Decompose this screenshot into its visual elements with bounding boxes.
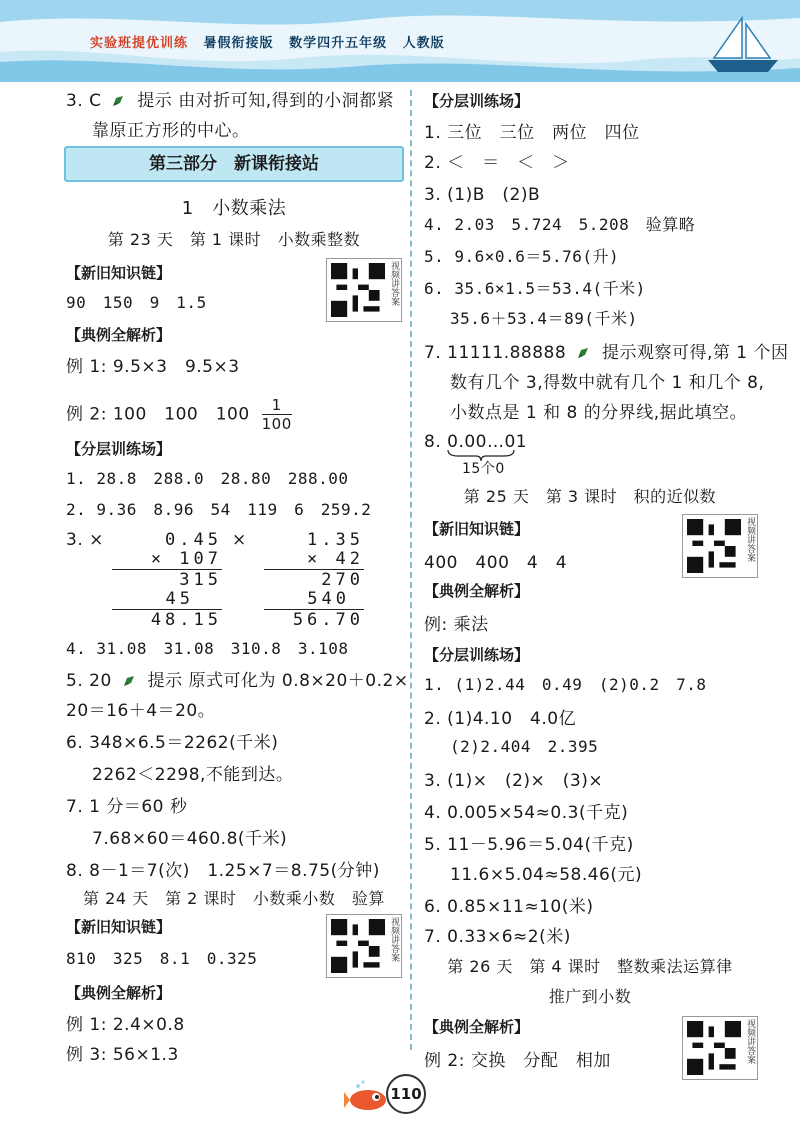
xinjiu2-answers: 810 325 8.1 0.325 — [66, 949, 258, 968]
s-exercise-4: 4. 0.005×54≈0.3(千克) — [424, 803, 629, 823]
qr-pattern-icon — [331, 919, 385, 973]
r-exercise-7-cont2: 小数点是 1 和 8 的分界线,据此填空。 — [450, 403, 748, 423]
s-exercise-5-cont: 11.6×5.04≈58.46(元) — [450, 865, 643, 885]
example-25: 例: 乘法 — [424, 615, 489, 635]
r-exercise-6-cont: 35.6＋53.4＝89(千米) — [450, 309, 638, 328]
r-exercise-7-cont: 数有几个 3,得数中就有几个 1 和几个 8, — [450, 373, 765, 393]
s-exercise-1: 1. (1)2.44 0.49 (2)0.2 7.8 — [424, 675, 707, 694]
qr-pattern-icon — [331, 263, 385, 317]
unit-title: 1 小数乘法 — [181, 198, 287, 219]
exercise-1: 1. 28.8 288.0 28.80 288.00 — [66, 469, 349, 488]
calc-a-row3: 315 — [179, 570, 222, 590]
vertical-calc-a — [112, 530, 222, 630]
xinjiu3-answers: 400 400 4 4 — [424, 553, 568, 573]
exercise-6-cont: 2262＜2298,不能到达。 — [92, 765, 294, 785]
vertical-calc-b — [264, 530, 364, 630]
r-exercise-2: 2. ＜ ＝ ＜ ＞ — [424, 153, 570, 173]
calc-b-row4: 540 — [307, 589, 350, 609]
example-26: 例 2: 交换 分配 相加 — [424, 1051, 611, 1071]
s-exercise-3: 3. (1)× (2)× (3)× — [424, 771, 604, 791]
r-exercise-5: 5. 9.6×0.6＝5.76(升) — [424, 247, 620, 266]
calc-a-row1: 0.45 — [165, 530, 222, 550]
qr-pattern-icon — [687, 1021, 741, 1075]
r-exercise-1: 1. 三位 三位 两位 四位 — [424, 123, 640, 143]
day26-heading: 第 26 天 第 4 课时 整数乘法运算律 — [447, 957, 733, 976]
day23-heading: 第 23 天 第 1 课时 小数乘整数 — [107, 230, 361, 249]
exercise-5: 5. 20 提示 原式可化为 0.8×20＋0.2× — [66, 671, 409, 691]
s-exercise-2-cont: (2)2.404 2.395 — [450, 737, 599, 756]
example-24-3: 例 3: 56×1.3 — [66, 1045, 179, 1065]
r-exercise-8: 8. 0.00…01 — [424, 432, 528, 452]
section-label-xinjiu-3: 【新旧知识链】 — [424, 520, 530, 538]
header-edition: 暑假衔接版 — [203, 36, 274, 51]
column-divider — [410, 90, 412, 1050]
exercise-7-cont: 7.68×60＝460.8(千米) — [92, 829, 288, 849]
qr-code-2[interactable] — [326, 914, 402, 978]
exercise-8: 8. 8－1＝7(次) 1.25×7＝8.75(分钟) — [66, 861, 380, 881]
qr-label: 视频讲答案 — [389, 917, 399, 962]
fish-submarine-icon — [344, 1078, 390, 1114]
qr-code-1[interactable] — [326, 258, 402, 322]
answer-3c-hint-cont: 靠原正方形的中心。 — [92, 121, 250, 141]
r-exercise-8-brace-label: 15个0 — [462, 461, 505, 477]
section-label-dianli: 【典例全解析】 — [66, 326, 172, 344]
header-publisher: 人教版 — [402, 36, 445, 51]
calc-a-row2: × 107 — [150, 549, 222, 569]
exercise-3-mark: × — [232, 530, 247, 550]
qr-code-4[interactable] — [682, 1016, 758, 1080]
exercise-6: 6. 348×6.5＝2262(千米) — [66, 733, 279, 753]
qr-pattern-icon — [687, 519, 741, 573]
r-exercise-3: 3. (1)B (2)B — [424, 185, 541, 205]
example-2: 例 2: 100 100 100 $\frac{1}{100}$ — [66, 396, 292, 433]
calc-b-row1: 1.35 — [307, 530, 364, 550]
calc-b-row5: 56.70 — [292, 610, 364, 630]
day25-heading: 第 25 天 第 3 课时 积的近似数 — [463, 487, 717, 506]
qr-label: 视频讲答案 — [745, 1019, 755, 1064]
section-label-dianli-2: 【典例全解析】 — [66, 984, 172, 1002]
exercise-3-label: 3. × — [66, 530, 104, 550]
header-grade: 数学四升五年级 — [289, 36, 388, 51]
example-1: 例 1: 9.5×3 9.5×3 — [66, 357, 240, 377]
calc-b-row3: 270 — [321, 570, 364, 590]
example-24-1: 例 1: 2.4×0.8 — [66, 1015, 185, 1035]
s-exercise-5: 5. 11－5.96＝5.04(千克) — [424, 835, 634, 855]
exercise-7: 7. 1 分＝60 秒 — [66, 797, 188, 817]
qr-label: 视频讲答案 — [389, 261, 399, 306]
section-label-dianli-4: 【典例全解析】 — [424, 1018, 530, 1036]
section-label-xinjiu-2: 【新旧知识链】 — [66, 918, 172, 936]
r-exercise-4: 4. 2.03 5.724 5.208 验算略 — [424, 215, 696, 234]
calc-a-row4: 45 — [165, 589, 194, 609]
page-number: 110 — [386, 1074, 426, 1114]
page-header — [0, 0, 800, 82]
hint-pencil-icon — [111, 94, 127, 108]
exercise-5-cont: 20＝16＋4＝20。 — [66, 701, 216, 721]
hint-pencil-icon — [576, 346, 592, 360]
calc-b-row2: × 42 — [307, 549, 364, 569]
header-title — [90, 32, 455, 51]
qr-code-3[interactable] — [682, 514, 758, 578]
xinjiu1-answers: 90 150 9 1.5 — [66, 293, 207, 312]
sailboat-icon — [700, 14, 784, 76]
s-exercise-6: 6. 0.85×11≈10(米) — [424, 897, 594, 917]
section-label-fenceng-r0: 【分层训练场】 — [424, 92, 530, 110]
r-exercise-6: 6. 35.6×1.5＝53.4(千米) — [424, 279, 646, 298]
section-label-xinjiu: 【新旧知识链】 — [66, 264, 172, 282]
exercise-4: 4. 31.08 31.08 310.8 3.108 — [66, 639, 349, 658]
calc-a-row5: 48.15 — [150, 610, 222, 630]
day24-heading: 第 24 天 第 2 课时 小数乘小数 验算 — [83, 889, 385, 908]
day26-heading-cont: 推广到小数 — [548, 987, 632, 1006]
section-label-dianli-3: 【典例全解析】 — [424, 582, 530, 600]
exercise-2: 2. 9.36 8.96 54 119 6 259.2 — [66, 500, 372, 519]
hint-pencil-icon — [122, 674, 138, 688]
section-label-fenceng-3: 【分层训练场】 — [424, 646, 530, 664]
r-exercise-7: 7. 11111.88888 提示观察可得,第 1 个因 — [424, 343, 789, 363]
answer-3c: 3. C 提示 由对折可知,得到的小洞都紧 — [66, 91, 395, 111]
s-exercise-2: 2. (1)4.10 4.0亿 — [424, 709, 577, 729]
section-label-fenceng: 【分层训练场】 — [66, 440, 172, 458]
fraction: $\frac{1}{100}$ — [261, 396, 292, 433]
s-exercise-7: 7. 0.33×6≈2(米) — [424, 927, 571, 947]
header-brand: 实验班提优训练 — [90, 36, 189, 51]
section-banner: 第三部分 新课衔接站 — [64, 146, 404, 182]
qr-label: 视频讲答案 — [745, 517, 755, 562]
